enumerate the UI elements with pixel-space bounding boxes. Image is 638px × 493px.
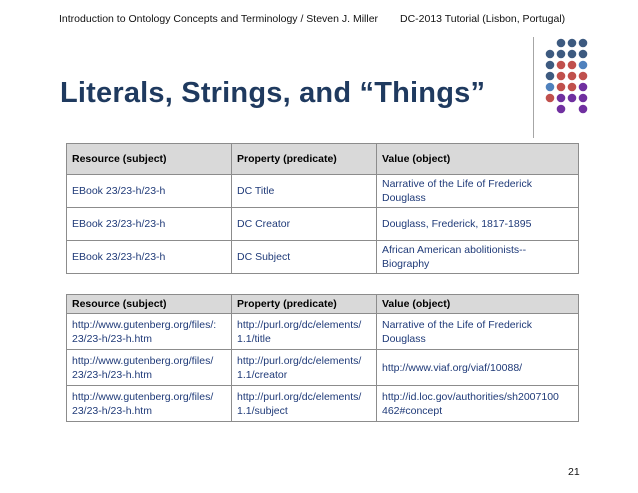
subject-uri-cell: http://www.gutenberg.org/files/: 23/23-h/23-h.htm — [67, 314, 232, 350]
table-row — [67, 386, 579, 422]
decorative-dot — [557, 94, 566, 103]
decorative-dot — [579, 94, 588, 103]
predicate-uri-cell: http://purl.org/dc/elements/ 1.1/subject — [232, 386, 377, 422]
decorative-dot-grid — [0, 0, 638, 140]
uri-triples-table — [66, 294, 579, 422]
subject-uri-cell: http://www.gutenberg.org/files/ 23/23-h/23-h.htm — [67, 350, 232, 386]
header-right-text: DC-2013 Tutorial (Lisbon, Portugal) — [400, 13, 566, 25]
column-header: Value (object) — [377, 144, 579, 175]
decorative-dot — [579, 50, 588, 59]
predicate-cell: DC Creator — [232, 208, 377, 241]
column-header: Property (predicate) — [232, 144, 377, 175]
literal-triples-table — [66, 143, 579, 274]
table-row — [67, 175, 579, 208]
decorative-dot — [579, 72, 588, 81]
table-row — [67, 314, 579, 350]
predicate-cell: DC Title — [232, 175, 377, 208]
decorative-dot — [568, 61, 577, 70]
decorative-dot — [546, 61, 555, 70]
table-header-row — [67, 295, 579, 314]
decorative-dot — [546, 72, 555, 81]
decorative-dot — [546, 94, 555, 103]
page-number: 21 — [568, 466, 580, 478]
object-uri-cell: http://www.viaf.org/viaf/10088/ — [377, 350, 579, 386]
predicate-uri-cell: http://purl.org/dc/elements/ 1.1/title — [232, 314, 377, 350]
column-header: Resource (subject) — [67, 295, 232, 314]
decorative-dot — [568, 94, 577, 103]
decorative-dot — [546, 83, 555, 92]
decorative-dot — [579, 61, 588, 70]
header-left-text: Introduction to Ontology Concepts and Terminology / Steven J. Miller — [59, 13, 379, 25]
slide-title: Literals, Strings, and “Things” — [60, 77, 486, 109]
predicate-uri-cell: http://purl.org/dc/elements/ 1.1/creator — [232, 350, 377, 386]
decorative-dot — [568, 50, 577, 59]
decorative-dot — [568, 39, 577, 48]
object-uri-cell: http://id.loc.gov/authorities/sh2007100 462#concept — [377, 386, 579, 422]
decorative-dot — [557, 105, 566, 114]
object-cell: African American abolitionists--Biography — [377, 241, 579, 274]
subject-cell: EBook 23/23-h/23-h — [67, 208, 232, 241]
column-header: Resource (subject) — [67, 144, 232, 175]
decorative-dot — [557, 39, 566, 48]
table-header-row — [67, 144, 579, 175]
decorative-dot — [546, 50, 555, 59]
decorative-dot — [557, 72, 566, 81]
object-cell: Douglass, Frederick, 1817-1895 — [377, 208, 579, 241]
table-row — [67, 208, 579, 241]
table-row — [67, 241, 579, 274]
decorative-dot — [557, 50, 566, 59]
column-header: Property (predicate) — [232, 295, 377, 314]
object-cell: Narrative of the Life of Frederick Douglass — [377, 175, 579, 208]
decorative-dot — [557, 61, 566, 70]
decorative-dot — [579, 83, 588, 92]
object-cell: Narrative of the Life of Frederick Douglass — [377, 314, 579, 350]
dot-grid-group — [546, 39, 588, 114]
table-row — [67, 350, 579, 386]
predicate-cell: DC Subject — [232, 241, 377, 274]
decorative-dot — [568, 72, 577, 81]
decorative-dot — [557, 83, 566, 92]
subject-uri-cell: http://www.gutenberg.org/files/ 23/23-h/23-h.htm — [67, 386, 232, 422]
decorative-dot — [579, 39, 588, 48]
column-header: Value (object) — [377, 295, 579, 314]
decorative-dot — [579, 105, 588, 114]
subject-cell: EBook 23/23-h/23-h — [67, 175, 232, 208]
decorative-dot — [568, 83, 577, 92]
subject-cell: EBook 23/23-h/23-h — [67, 241, 232, 274]
